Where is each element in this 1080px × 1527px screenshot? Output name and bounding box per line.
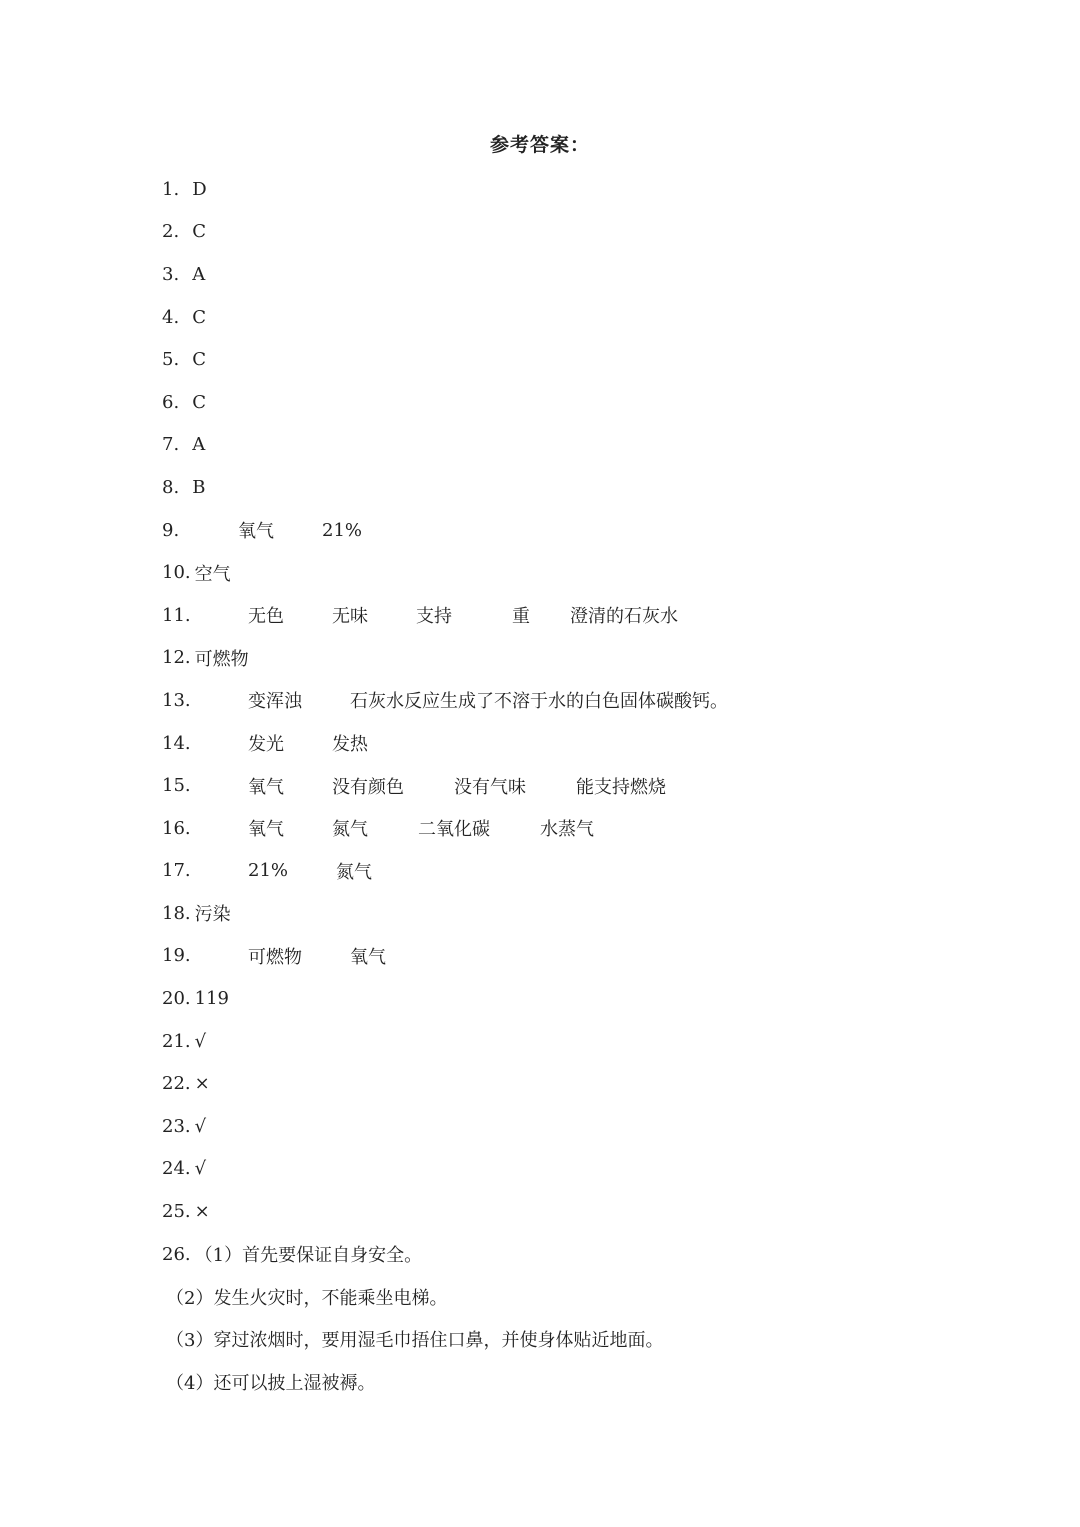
answer-number: 11. (162, 604, 191, 626)
answer-value: 能支持燃烧 (576, 776, 666, 798)
answer-value: 空气 (194, 563, 231, 585)
answer-row (162, 892, 1022, 935)
answer-row (162, 296, 1022, 339)
answer-row (162, 381, 1022, 424)
answer-value: 澄清的石灰水 (570, 606, 678, 628)
answer-number: 18. (162, 902, 191, 924)
answer-value: 119 (194, 988, 229, 1010)
answer-row (162, 466, 1022, 509)
answer-value: 发热 (332, 734, 368, 756)
answer-value: C (192, 306, 206, 328)
answer-row (162, 253, 1022, 296)
answer-number: 19. (162, 945, 191, 967)
answer-value: 重 (512, 606, 530, 628)
answer-value: 水蒸气 (540, 819, 594, 841)
answer-value: 无味 (332, 606, 368, 628)
answer-value: 二氧化碳 (418, 819, 490, 841)
answer-number: 23. (162, 1115, 191, 1137)
answer-value: √ (194, 1115, 207, 1137)
answer-number: 9. (162, 519, 180, 541)
answer-row (162, 1020, 1022, 1063)
answer-value: 21% (248, 860, 289, 882)
answer-value: 发光 (248, 734, 284, 756)
answer-number: 1. (162, 178, 180, 200)
answer-subitem-text: （2）发生火灾时，不能乘坐电梯。 (166, 1287, 448, 1309)
answer-number: 21. (162, 1030, 191, 1052)
answer-number: 14. (162, 732, 191, 754)
answer-row (162, 935, 1022, 978)
answer-value: 氮气 (336, 861, 373, 883)
answer-number: 12. (162, 647, 191, 669)
answer-number: 16. (162, 817, 191, 839)
answer-value: A (192, 263, 206, 285)
answer-number: 22. (162, 1073, 191, 1095)
answer-value: √ (194, 1030, 207, 1052)
answer-number: 6. (162, 391, 180, 413)
answer-value: 没有颜色 (332, 776, 404, 798)
answer-row (162, 1148, 1022, 1191)
answer-row (162, 807, 1022, 850)
page-title: 参考答案： (489, 134, 590, 156)
answer-number: 7. (162, 434, 180, 456)
answer-value: C (192, 391, 206, 413)
answer-row (162, 424, 1022, 467)
answer-number: 10. (162, 562, 191, 584)
answer-subitem-text: （3）穿过浓烟时，要用湿毛巾捂住口鼻，并使身体贴近地面。 (166, 1330, 664, 1352)
answer-number: 15. (162, 775, 191, 797)
answer-row (162, 722, 1022, 765)
answer-number: 26. (162, 1243, 191, 1265)
answer-row (162, 850, 1022, 893)
answer-row (162, 551, 1022, 594)
answer-row (162, 509, 1022, 552)
answer-value: 21% (322, 519, 363, 541)
answer-row (162, 168, 1022, 211)
answer-row (162, 1062, 1022, 1105)
answer-value: 氧气 (350, 946, 386, 968)
answer-row (162, 1233, 1022, 1276)
answer-value: 氧气 (238, 521, 274, 543)
answer-value: B (192, 476, 206, 498)
answer-number: 3. (162, 263, 180, 285)
answer-value: 氧气 (248, 776, 284, 798)
answer-value: × (194, 1073, 210, 1095)
answer-row (162, 977, 1022, 1020)
answer-subitem (162, 1318, 1022, 1361)
answer-row (162, 764, 1022, 807)
answer-number: 24. (162, 1158, 191, 1180)
answer-value: D (192, 178, 207, 200)
answer-value: √ (194, 1158, 207, 1180)
answer-value: 可燃物 (248, 946, 302, 968)
answer-number: 8. (162, 476, 180, 498)
answer-value: × (194, 1201, 210, 1223)
answer-value: 可燃物 (194, 648, 249, 670)
answer-value: A (192, 434, 206, 456)
answer-number: 17. (162, 860, 191, 882)
answer-value: 氮气 (332, 819, 368, 841)
answer-value: （1）首先要保证自身安全。 (194, 1245, 423, 1267)
answer-value: 污染 (194, 904, 231, 926)
answer-value: C (192, 221, 206, 243)
answer-row (162, 637, 1022, 680)
answer-row (162, 1190, 1022, 1233)
answer-value: 没有气味 (454, 776, 526, 798)
answer-number: 2. (162, 221, 180, 243)
answer-row (162, 594, 1022, 637)
answer-value: 无色 (248, 606, 284, 628)
answer-number: 5. (162, 349, 180, 371)
answer-list (162, 168, 1022, 1403)
answer-number: 4. (162, 306, 180, 328)
answer-subitem (162, 1275, 1022, 1318)
answer-value: 氧气 (248, 819, 284, 841)
answer-row (162, 679, 1022, 722)
answer-row (162, 338, 1022, 381)
answer-number: 25. (162, 1201, 191, 1223)
answer-value: 石灰水反应生成了不溶于水的白色固体碳酸钙。 (350, 691, 728, 713)
answer-subitem-text: （4）还可以披上湿被褥。 (166, 1372, 376, 1394)
answer-row (162, 211, 1022, 254)
answer-row (162, 1105, 1022, 1148)
answer-value: 支持 (416, 606, 452, 628)
answer-number: 13. (162, 689, 191, 711)
answer-subitem (162, 1361, 1022, 1404)
answer-value: C (192, 349, 206, 371)
answer-number: 20. (162, 988, 191, 1010)
answer-value: 变浑浊 (248, 691, 302, 713)
